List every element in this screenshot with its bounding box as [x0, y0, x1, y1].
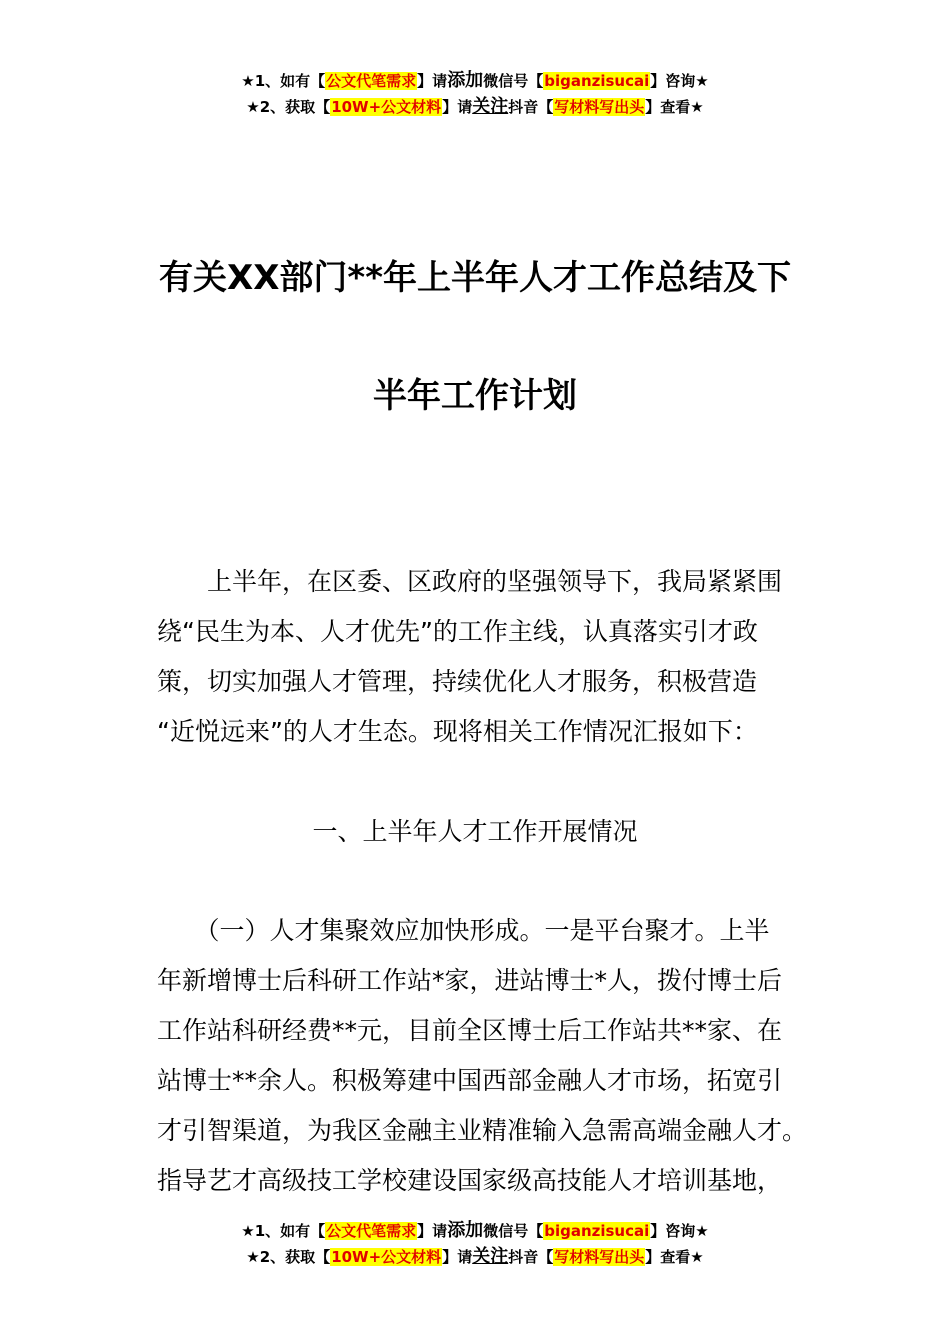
banner-line-1 — [0, 68, 950, 94]
text-line: （一）人才集聚效应加快形成。一是平台聚才。上半 — [157, 916, 770, 945]
banner-text: 】咨询★ — [650, 1222, 709, 1240]
banner-text: 关注 — [472, 96, 509, 117]
banner-text: ★2、获取【 — [246, 1248, 331, 1266]
banner-text: ★1、如有【 — [241, 72, 326, 90]
banner-text: 添加 — [447, 1220, 484, 1241]
banner-text: ★2、获取【 — [246, 98, 331, 116]
banner-text: 】查看★ — [645, 1248, 704, 1266]
banner-highlight: 写材料写出头 — [554, 1248, 645, 1266]
text-line: 指导艺才高级技工学校建设国家级高技能人才培训基地， — [157, 1166, 783, 1195]
banner-text: 关注 — [472, 1246, 509, 1267]
banner-highlight: 公文代笔需求 — [326, 72, 417, 90]
text-line: 年新增博士后科研工作站*家，进站博士*人，拨付博士后 — [157, 966, 783, 995]
text-line: 站博士**余人。积极筹建中国西部金融人才市场，拓宽引 — [157, 1066, 783, 1095]
banner-text: 】请 — [417, 72, 448, 90]
banner-line-2 — [0, 94, 950, 120]
banner-highlight: 10W+公文材料 — [331, 98, 442, 116]
banner-text: 微信号【 — [483, 72, 544, 90]
section-heading: 一、上半年人才工作开展情况 — [312, 817, 638, 846]
banner-text: 添加 — [447, 70, 484, 91]
intro-paragraph — [157, 557, 797, 757]
document-title-line-1: 有关XX部门**年上半年人才工作总结及下 — [159, 258, 791, 298]
banner-text: 】咨询★ — [650, 72, 709, 90]
banner-text: 】请 — [442, 98, 473, 116]
text-line: 策，切实加强人才管理，持续优化人才服务，积极营造 — [157, 667, 758, 696]
banner-text: 抖音【 — [508, 98, 554, 116]
text-line: 工作站科研经费**元，目前全区博士后工作站共**家、在 — [157, 1016, 783, 1045]
banner-text: 抖音【 — [508, 1248, 554, 1266]
document-title-line-2: 半年工作计划 — [373, 376, 577, 416]
banner-highlight: 公文代笔需求 — [326, 1222, 417, 1240]
banner-highlight: 10W+公文材料 — [331, 1248, 442, 1266]
footer-banner — [0, 1218, 950, 1270]
banner-text: 微信号【 — [483, 1222, 544, 1240]
banner-line-2 — [0, 1244, 950, 1270]
text-line: 上半年，在区委、区政府的坚强领导下，我局紧紧围 — [157, 567, 783, 596]
body-paragraph — [157, 906, 808, 1206]
banner-text: 】请 — [417, 1222, 448, 1240]
banner-text: 】请 — [442, 1248, 473, 1266]
banner-line-1 — [0, 1218, 950, 1244]
banner-text: 】查看★ — [645, 98, 704, 116]
banner-highlight: 写材料写出头 — [554, 98, 645, 116]
banner-wechat-id: biganzisucai — [544, 1222, 650, 1240]
header-banner — [0, 68, 950, 120]
text-line: 绕“民生为本、人才优先”的工作主线，认真落实引才政 — [157, 617, 758, 646]
banner-text: ★1、如有【 — [241, 1222, 326, 1240]
text-line: 才引智渠道，为我区金融主业精准输入急需高端金融人才。 — [157, 1116, 808, 1145]
banner-wechat-id: biganzisucai — [544, 72, 650, 90]
text-line: “近悦远来”的人才生态。现将相关工作情况汇报如下： — [157, 717, 758, 746]
